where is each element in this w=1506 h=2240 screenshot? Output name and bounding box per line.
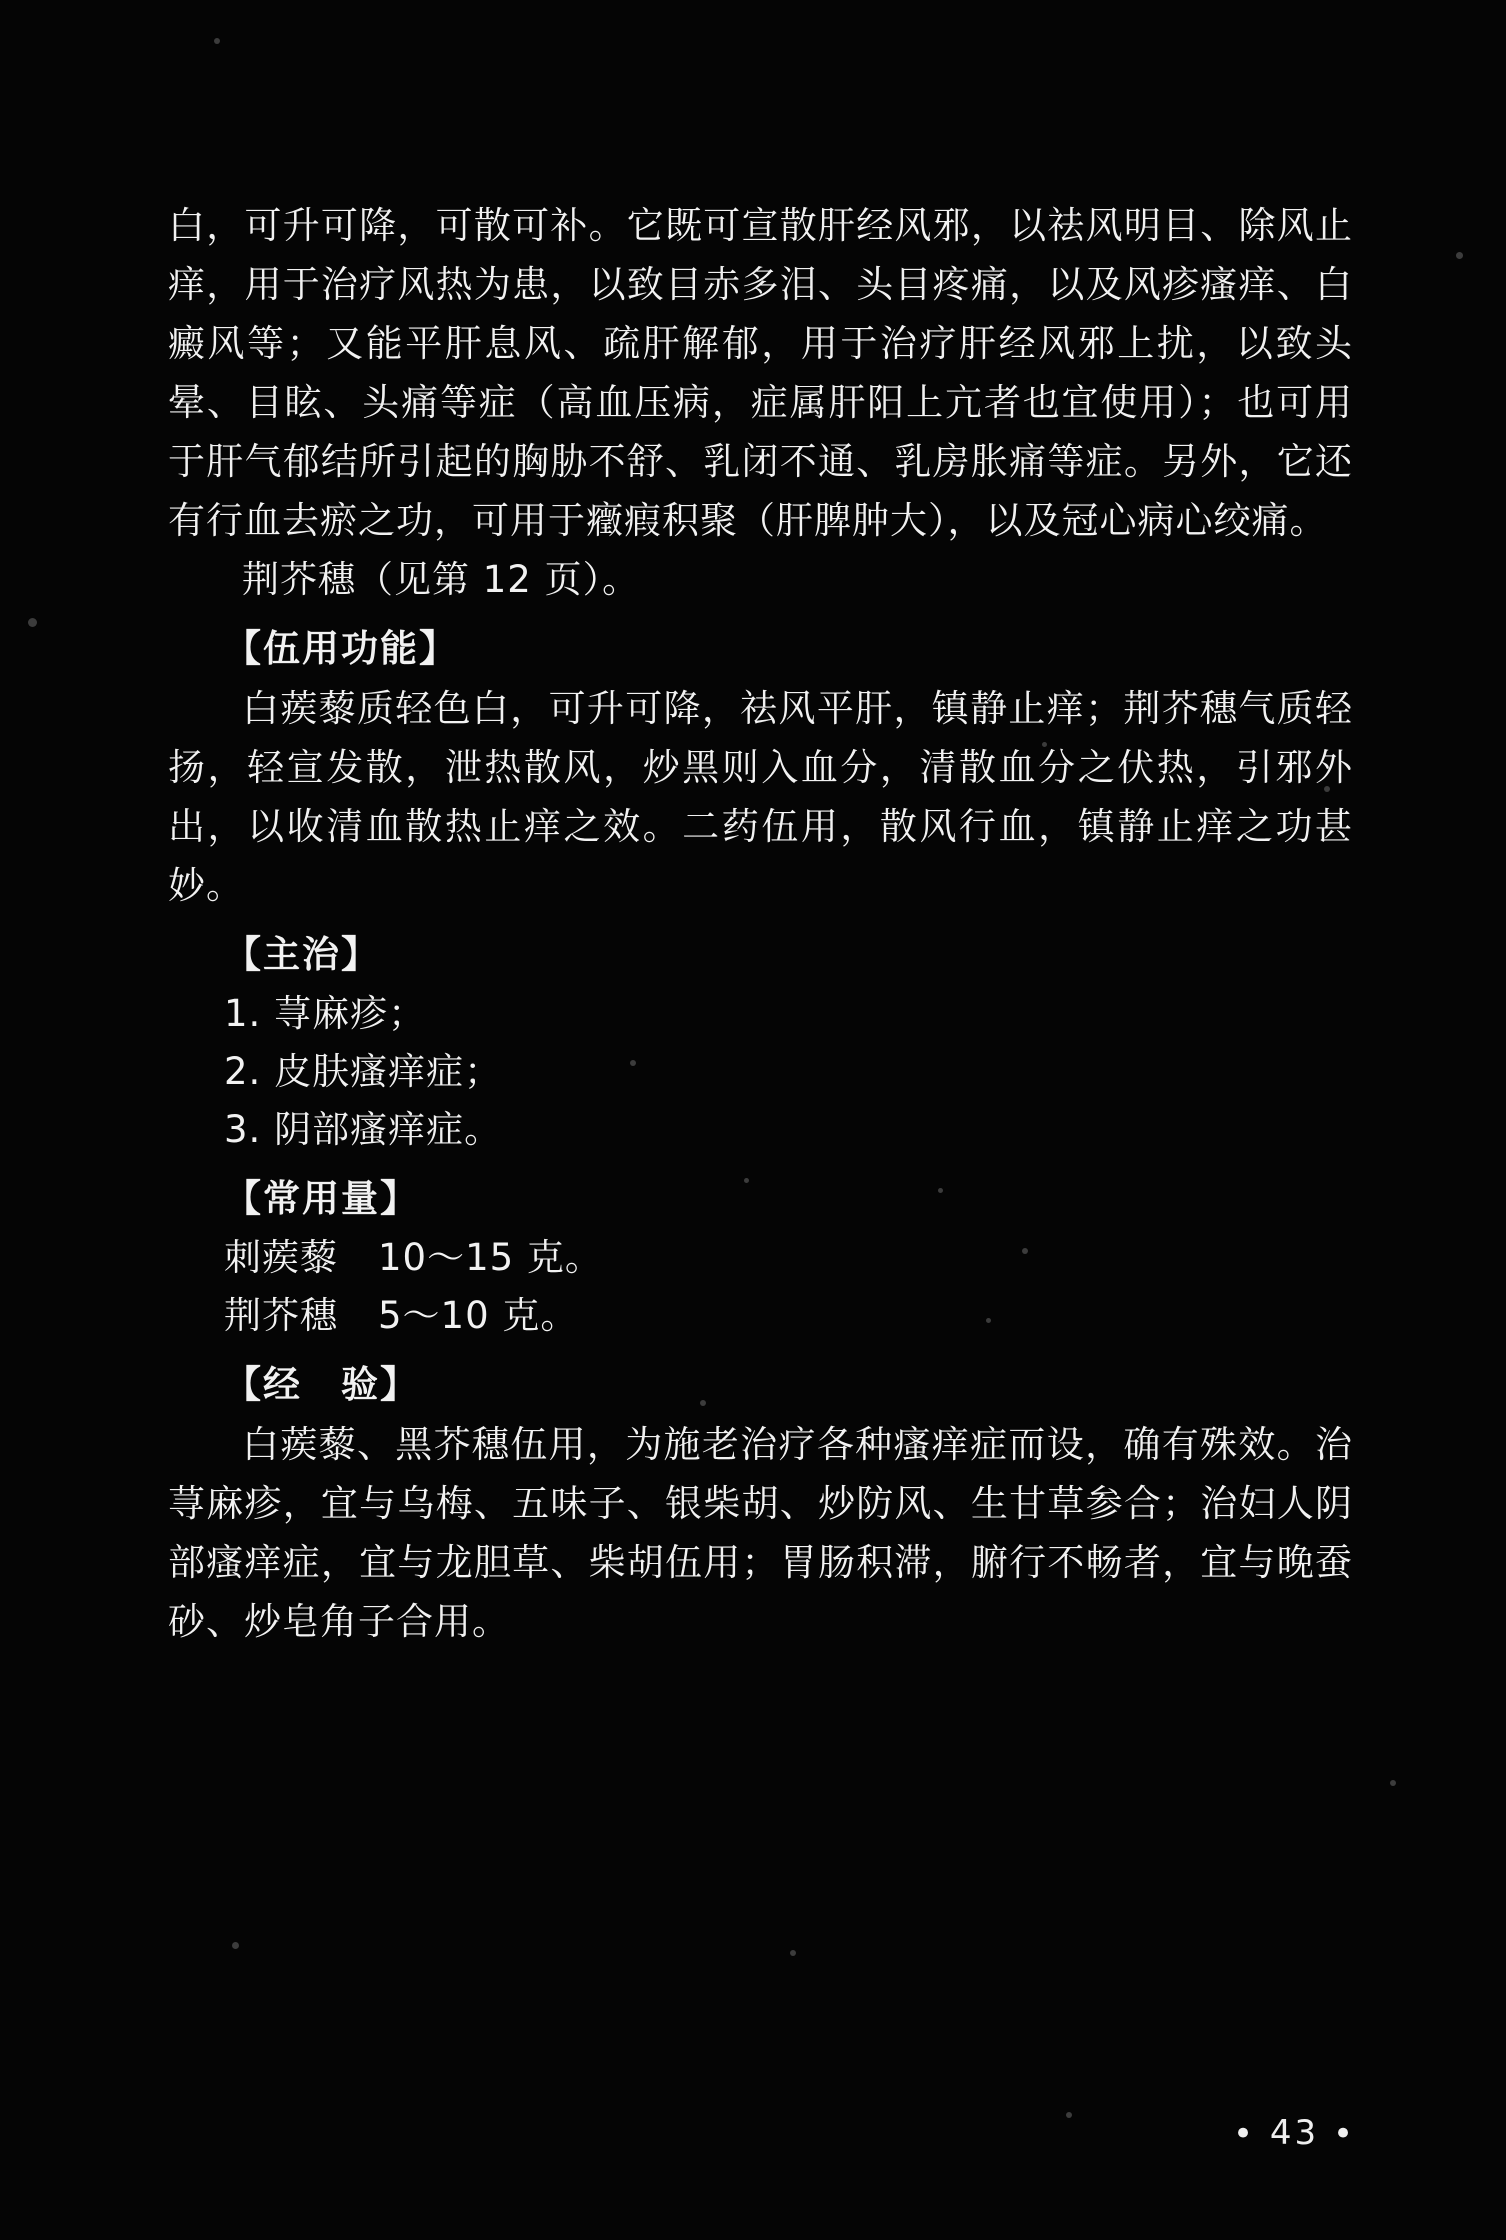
section-heading-usual-dosage: 【常用量】 — [224, 1177, 419, 1220]
page-number-value: 43 — [1269, 2112, 1320, 2153]
scan-speck — [790, 1950, 796, 1956]
page-number-left-mark: • — [1232, 2114, 1257, 2154]
section-heading-combined-function: 【伍用功能】 — [224, 627, 458, 670]
section-heading-indications: 【主治】 — [224, 933, 380, 976]
scan-speck — [232, 1942, 239, 1949]
dosage-row — [168, 1287, 1353, 1345]
scan-speck — [1066, 2112, 1072, 2118]
list-item: 3. 阴部瘙痒症。 — [224, 1108, 503, 1151]
page-number — [1233, 2113, 1356, 2155]
list-item: 1. 荨麻疹； — [224, 992, 427, 1035]
dosage-amount: 10～15 克。 — [378, 1236, 603, 1279]
section-body-experience: 白蒺藜、黑芥穗伍用，为施老治疗各种瘙痒症而设，确有殊效。治荨麻疹，宜与乌梅、五味子、银柴胡、炒防风、生甘草参合；治妇人阴部瘙痒症，宜与龙胆草、柴胡伍用；胃肠积滞，腑行不畅者，宜与晚蚕砂、炒皂角子合用。 — [168, 1423, 1353, 1643]
section-heading-experience: 【经 验】 — [224, 1363, 419, 1406]
paragraph-reference: 荆芥穗（见第 12 页）。 — [242, 558, 641, 601]
dosage-amount: 5～10 克。 — [378, 1294, 579, 1337]
page-content — [168, 196, 1353, 1651]
list-item: 2. 皮肤瘙痒症； — [224, 1050, 503, 1093]
dosage-herb-name: 刺蒺藜 — [224, 1236, 338, 1279]
page-number-right-mark: • — [1332, 2114, 1356, 2154]
scan-speck — [28, 618, 37, 627]
scan-speck — [1390, 1780, 1396, 1786]
scan-speck — [1456, 252, 1463, 259]
section-body-combined-function: 白蒺藜质轻色白，可升可降，祛风平肝，镇静止痒；荆芥穗气质轻扬，轻宣发散，泄热散风，炒黑则入血分，清散血分之伏热，引邪外出，以收清血散热止痒之效。二药伍用，散风行血，镇静止痒之功甚妙。 — [168, 687, 1353, 907]
dosage-row — [168, 1229, 1353, 1287]
scan-speck — [214, 38, 220, 44]
dosage-herb-name: 荆芥穗 — [224, 1294, 338, 1337]
paragraph-intro: 白，可升可降，可散可补。它既可宣散肝经风邪，以祛风明目、除风止痒，用于治疗风热为患，以致目赤多泪、头目疼痛，以及风疹瘙痒、白癜风等；又能平肝息风、疏肝解郁，用于治疗肝经风邪上扰，以致头晕、目眩、头痛等症（高血压病，症属肝阳上亢者也宜使用）；也可用于肝气郁结所引起的胸胁不舒、乳闭不通、乳房胀痛等症。另外，它还有行血去瘀之功，可用于癥瘕积聚（肝脾肿大），以及冠心病心绞痛。 — [168, 204, 1353, 542]
